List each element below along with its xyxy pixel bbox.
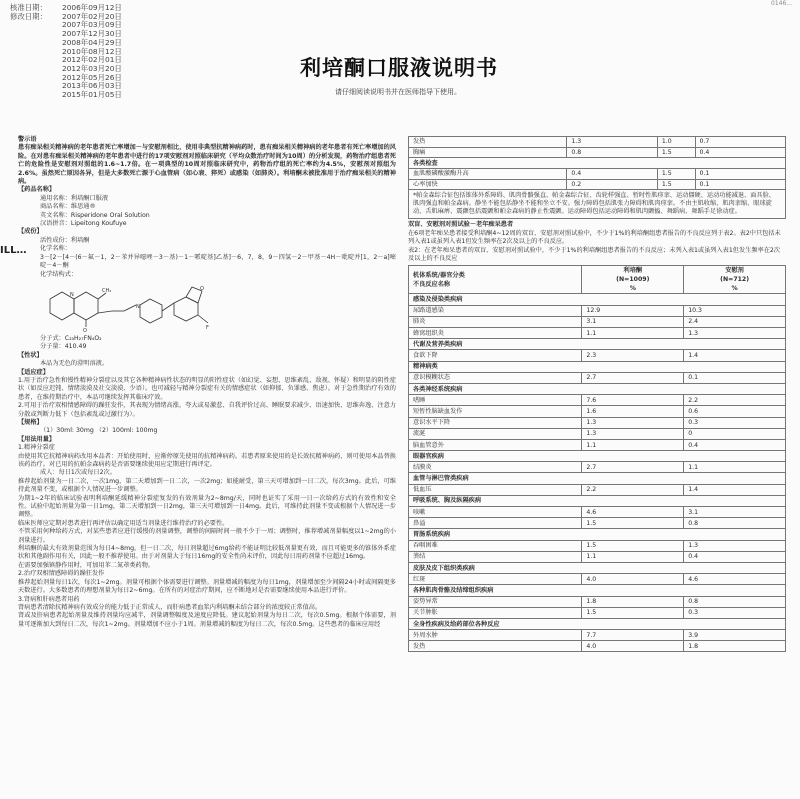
- reaction-name-cell: 蜂窝组织炎: [409, 328, 582, 339]
- left-column: [18, 136, 396, 629]
- reaction-name-cell: 嗜睡: [409, 395, 582, 406]
- reaction-name-cell: 脑血管意外: [409, 439, 582, 450]
- reaction-name-cell: 咳嗽: [409, 507, 582, 518]
- usage-paragraph: 推荐起始剂量每日1次，每次1~2mg。剂量可根据个体需要进行调整。剂量增减的幅度为每日1mg，剂量增加至少间隔24小时或间隔更多天数进行。大多数患者的理想剂量为每日2~6mg。在所有的对症治疗期间，应不断地对是否需要继续使用本品进行评价。: [18, 578, 396, 595]
- table-row: [409, 395, 786, 406]
- table-category-row: [409, 294, 786, 305]
- placebo-value-cell: 4.6: [684, 574, 786, 585]
- placebo-value-cell: 0.3: [684, 607, 786, 618]
- table-category-row: [409, 158, 786, 169]
- placebo-value-cell: 1.4: [684, 484, 786, 495]
- reaction-name-cell: 鼻溢: [409, 518, 582, 529]
- placebo-value-cell: 0: [684, 428, 786, 439]
- revision-date-value: 2007年03月09日: [62, 20, 122, 30]
- elderly-trial-intro: [408, 219, 786, 265]
- page-title: 利培酮口服液说明书: [300, 56, 498, 80]
- reaction-name-cell: 结膜炎: [409, 462, 582, 473]
- drug-value-cell: 1.3: [582, 417, 684, 428]
- value-cell: 1.5: [657, 179, 695, 190]
- category-cell: 精神病类: [409, 361, 786, 372]
- placebo-value-cell: 2.4: [684, 316, 786, 327]
- svg-text:N: N: [136, 303, 140, 310]
- value-cell: 0.2: [567, 179, 657, 190]
- table-row: [409, 596, 786, 607]
- value-cell: 1.0: [657, 137, 695, 148]
- revision-date-label: [10, 21, 62, 30]
- english-name: 英文名称：Risperidone Oral Solution: [40, 211, 150, 219]
- drug-value-cell: 2.3: [582, 350, 684, 361]
- drug-value-cell: 4.0: [582, 574, 684, 585]
- adverse-reactions-table-2: [408, 265, 786, 652]
- reaction-name-cell: 血肌酸磷酸激酶升高: [409, 169, 567, 180]
- table-row: [409, 406, 786, 417]
- header-placebo-unit: %: [731, 285, 738, 293]
- category-cell: 血管与淋巴管类疾病: [409, 473, 786, 484]
- reaction-name-cell: 关节肿胀: [409, 607, 582, 618]
- category-cell: 胃肠系统疾病: [409, 529, 786, 540]
- value-cell: 0.4: [567, 169, 657, 180]
- drug-value-cell: 4.0: [582, 641, 684, 652]
- specs-heading: 【规格】: [18, 418, 43, 426]
- header-placebo: 安慰剂: [725, 267, 744, 275]
- reaction-name-cell: 意识模糊状态: [409, 372, 582, 383]
- usage-subheading-3: 3.肾病和肝病患者用药: [18, 595, 80, 603]
- revision-date-row: [10, 91, 122, 100]
- table-category-row: [409, 618, 786, 629]
- drug-value-cell: 1.8: [582, 596, 684, 607]
- table-row: [409, 179, 786, 190]
- revision-date-label: [10, 39, 62, 48]
- structure-label: 化学结构式：: [40, 270, 78, 278]
- indication-2: 2.可用于治疗双相情感障碍的躁狂发作，其表现为情绪高涨，夸大或易激惹、自我评价过高、睡眠要求减少、语速加快、思维奔逸、注意力分散或判断力低下（包括紊乱或过激行为）。: [18, 402, 396, 418]
- reaction-name-cell: 低血压: [409, 484, 582, 495]
- usage-subheading-1: 1.精神分裂症: [18, 444, 55, 452]
- warning-title: 警示语: [18, 136, 37, 143]
- reaction-name-cell: 心率加快: [409, 179, 567, 190]
- revision-date-label: [10, 48, 62, 57]
- drug-value-cell: 1.5: [582, 540, 684, 551]
- table-row: [409, 428, 786, 439]
- elderly-trial-heading: 双盲、安慰剂对照试验－老年痴呆患者: [408, 221, 514, 229]
- active-ingredient: 活性成份：利培酮: [40, 236, 90, 244]
- drug-value-cell: 1.1: [582, 551, 684, 562]
- table-category-row: [409, 585, 786, 596]
- revision-date-value: 2012年03月20日: [62, 63, 122, 73]
- table-row: [409, 607, 786, 618]
- table-header-cell: [409, 266, 582, 294]
- category-cell: 各类神经系统疾病: [409, 383, 786, 394]
- svg-text:CH₃: CH₃: [102, 287, 112, 294]
- molecular-formula: 分子式：C₂₃H₂₇FN₄O₂: [40, 334, 102, 342]
- drug-value-cell: 1.1: [582, 439, 684, 450]
- table-row: [409, 507, 786, 518]
- placebo-value-cell: 10.3: [684, 305, 786, 316]
- revision-date-value: 2012年05月26日: [62, 72, 122, 82]
- usage-paragraph: 推荐起始剂量为一日二次，一次1mg，第二天增加到一日二次，一次2mg；如能耐受，第三天可增加到一日二次，每次3mg。此后，可维持此剂量不变，或根据个人情况进一步调整。: [18, 477, 396, 494]
- properties-heading: 【性状】: [18, 351, 43, 359]
- placebo-value-cell: 2.2: [684, 395, 786, 406]
- header-reaction-name: 不良反应名称: [413, 280, 451, 288]
- usage-paragraph: 临床医师应定期对患者进行再评估以确定用适当剂量进行维持治疗的必要性。: [18, 519, 229, 527]
- header-placebo-n: (N=712): [720, 276, 750, 284]
- reaction-name-cell: 红斑: [409, 574, 582, 585]
- left-edge-mark: ILL…: [0, 245, 27, 256]
- drug-value-cell: 1.5: [582, 607, 684, 618]
- table-header-cell: [582, 266, 684, 294]
- drug-value-cell: 1.1: [582, 328, 684, 339]
- table-row: [409, 305, 786, 316]
- usage-paragraph: 利培酮的最大有效剂量范围为每日4~8mg，但一日二次，每日剂量超过6mg给药不能证明比较低剂量更有效，而且可能更多的锥体外系症状和其他副作用有关，因此一般不推荐使用。由于对剂量大于每日16mg的安全性尚未评价，因此每日用药剂量不应超过16mg。: [18, 545, 396, 561]
- header-drug-unit: %: [629, 285, 636, 293]
- table-row: [409, 350, 786, 361]
- header-system-class: 机体系统/器官分类: [413, 271, 465, 279]
- svg-text:F: F: [206, 324, 209, 331]
- placebo-value-cell: 1.1: [684, 462, 786, 473]
- placebo-value-cell: 3.9: [684, 630, 786, 641]
- right-column: [408, 136, 786, 652]
- reaction-name-cell: 意识水平下降: [409, 417, 582, 428]
- placebo-value-cell: 0.4: [684, 551, 786, 562]
- usage-paragraph: 由使用其它抗精神病药改用本品者：开始使用时，应渐停原先使用的抗精神病药。若患者原来使用的是长效抗精神病药，则可使用本品替换该药治疗。对已用的抗帕金森病药是否需要继续使用应定期进行再评定。: [18, 452, 396, 468]
- drug-value-cell: 2.7: [582, 372, 684, 383]
- revision-date-value: 2007年12月30日: [62, 29, 122, 39]
- molecular-weight: 分子量：410.49: [40, 343, 87, 351]
- value-cell: 0.7: [695, 137, 786, 148]
- drug-value-cell: 4.6: [582, 507, 684, 518]
- reaction-name-cell: 吞咽困难: [409, 540, 582, 551]
- usage-paragraph: 为期1~2年的临床试验表明利培酮延缓精神分裂症复发的有效剂量为2~8mg/天，同时也证实了采用一日一次给药方式的有效性和安全性。试验中起始剂量为第一日1mg，第二天增加到一日2mg，第三天可增加到一日4mg。此后，可维持此剂量不变或根据个人情况进一步调整。: [18, 494, 396, 519]
- placebo-value-cell: 1.3: [684, 328, 786, 339]
- value-cell: 1.5: [657, 169, 695, 180]
- drug-value-cell: 12.9: [582, 305, 684, 316]
- table-category-row: [409, 361, 786, 372]
- pinyin-name: 汉语拼音：Lipeitong Koufuye: [40, 220, 127, 228]
- placebo-value-cell: 0.4: [684, 439, 786, 450]
- revision-date-value: 2012年02月01日: [62, 55, 122, 65]
- svg-text:O: O: [83, 327, 87, 333]
- placebo-value-cell: 0.3: [684, 417, 786, 428]
- drug-value-cell: 2.7: [582, 462, 684, 473]
- reaction-name-cell: 胸痛: [409, 147, 567, 158]
- table-category-row: [409, 495, 786, 506]
- molecule-drawing: [40, 281, 280, 333]
- usage-heading: 【用法用量】: [18, 435, 56, 443]
- revision-date-label: 核准日期：: [10, 3, 47, 12]
- revision-date-label: [10, 91, 62, 100]
- usage-paragraph: 不管采用何种给药方式，对某些患者应进行缓慢的剂量调整，调整的间隔时间一般不少于一周；调整时，推荐增减剂量幅度以1~2mg的小剂量进行。: [18, 528, 396, 544]
- revision-date-label: [10, 82, 62, 91]
- reaction-name-cell: 肺炎: [409, 316, 582, 327]
- category-cell: 各种肌肉骨骼及结缔组织疾病: [409, 585, 786, 596]
- reaction-name-cell: 发热: [409, 137, 567, 148]
- table-category-row: [409, 383, 786, 394]
- value-cell: 0.4: [695, 147, 786, 158]
- table-row: [409, 169, 786, 180]
- reaction-name-cell: 尿路道感染: [409, 305, 582, 316]
- placebo-value-cell: 0.1: [684, 372, 786, 383]
- adverse-reactions-table-1: [408, 136, 786, 190]
- drug-name-heading: 【药品名称】: [18, 186, 56, 194]
- table-category-row: [409, 451, 786, 462]
- table-row: [409, 439, 786, 450]
- placebo-value-cell: 0.8: [684, 596, 786, 607]
- value-cell: 1.5: [657, 147, 695, 158]
- header-drug-n: (N=1009): [616, 276, 650, 284]
- warning-text: 患有痴呆相关精神病的老年患者死亡率增加－与安慰剂相比，使用非典型抗精神病药时，患有痴呆相关精神病的老年患者有死亡率增加的风险。在对患有痴呆相关精神病的老年患者中进行的17项安慰剂对照临床研究（平均众数治疗时间为10周）的分析发现，药物治疗组患者死亡的危险性是安慰剂对照组的1.6~1.7倍。在一项典型的10周对照临床研究中，药物治疗组的死亡率约为4.5%，安慰剂对照组为2.6%。虽然死亡原因各异，但是大多数死亡源于心血管病（如心衰、猝死）或感染（如肺炎）。利培酮未被批准用于治疗痴呆相关的精神病。: [18, 144, 396, 186]
- generic-name: 通用名称：利培酮口服液: [40, 194, 109, 202]
- table-row: [409, 630, 786, 641]
- chemical-name-label: 化学名称：: [40, 245, 71, 253]
- category-cell: 代谢及营养类疾病: [409, 339, 786, 350]
- table-header-row: [409, 266, 786, 294]
- reaction-name-cell: 发热: [409, 641, 582, 652]
- svg-text:N: N: [70, 291, 74, 298]
- drug-value-cell: 3.1: [582, 316, 684, 327]
- placebo-value-cell: 1.3: [684, 540, 786, 551]
- reaction-name-cell: 外周水肿: [409, 630, 582, 641]
- reaction-name-cell: 流涎: [409, 428, 582, 439]
- table-row: [409, 316, 786, 327]
- usage-paragraph: 在需要加强镇静作用时，可加用苯二氮䓬类药物。: [18, 561, 155, 569]
- table-row: [409, 518, 786, 529]
- placebo-value-cell: 0.6: [684, 406, 786, 417]
- properties-text: 本品为无色的澄明溶液。: [40, 360, 109, 368]
- trade-name: 商品名称：维思通®: [40, 203, 96, 211]
- category-cell: 各类检查: [409, 158, 786, 169]
- table-row: [409, 462, 786, 473]
- page-subtitle: 请仔细阅读说明书并在医师指导下使用。: [335, 88, 461, 96]
- drug-value-cell: 1.5: [582, 518, 684, 529]
- placebo-value-cell: 1.8: [684, 641, 786, 652]
- category-cell: 皮肤及皮下组织类疾病: [409, 562, 786, 573]
- reaction-name-cell: 姿势异常: [409, 596, 582, 607]
- usage-paragraph: 成人：每日1次或每日2次。: [40, 469, 116, 477]
- revision-dates: [10, 4, 122, 100]
- table-row: [409, 641, 786, 652]
- usage-paragraph: 肾病患者清除抗精神病有效成分的能力低于正常成人，而肝病患者血浆内利培酮未结合部分的浓度较正常值高。: [18, 603, 322, 611]
- table-category-row: [409, 339, 786, 350]
- chemical-structure-diagram: [40, 281, 396, 333]
- category-cell: 呼吸系统、胸及纵隔疾病: [409, 495, 786, 506]
- revision-date-value: 2015年01月05日: [62, 90, 122, 100]
- specs-text: （1）30ml: 30mg （2）100ml: 100mg: [40, 427, 158, 435]
- svg-text:O: O: [200, 285, 204, 292]
- value-cell: 0.1: [695, 179, 786, 190]
- indications-heading: 【适应症】: [18, 368, 49, 376]
- table-row: [409, 137, 786, 148]
- table-category-row: [409, 473, 786, 484]
- usage-paragraph: 肾或及肝病患者起始剂量及维持剂量均应减半，剂量调整幅度及速度应降低。建议起始剂量为每日二次，每次0.5mg。根据个体需要，剂量可逐渐加大到每日二次，每次1~2mg。剂量增加不应小于1周。剂量增减的幅度为每日二次，每次0.5mg。这些患者的临床应用经: [18, 612, 396, 628]
- revision-date-value: 2010年08月12日: [62, 46, 122, 56]
- value-cell: 0.8: [567, 147, 657, 158]
- revision-date-value: 2013年06月03日: [62, 81, 122, 91]
- drug-value-cell: 1.3: [582, 428, 684, 439]
- table-row: [409, 540, 786, 551]
- table-row: [409, 551, 786, 562]
- reaction-name-cell: 短暂性脑缺血发作: [409, 406, 582, 417]
- placebo-value-cell: 3.1: [684, 507, 786, 518]
- drug-value-cell: 7.7: [582, 630, 684, 641]
- table-row: [409, 574, 786, 585]
- header-drug: 利培酮: [623, 267, 643, 275]
- usage-subheading-2: 2.治疗双相情感障碍的躁狂发作: [18, 570, 105, 578]
- table-row: [409, 372, 786, 383]
- revision-date-label: [10, 65, 62, 74]
- revision-date-label: [10, 74, 62, 83]
- table-header-cell: [684, 266, 786, 294]
- top-code: 0146...: [771, 0, 792, 7]
- revision-date-value: 2006年09月12日: [62, 3, 122, 12]
- drug-value-cell: 2.2: [582, 484, 684, 495]
- indication-1: 1.用于治疗急性和慢性精神分裂症以及其它各种精神病性状态的明显的阳性症状（如幻觉、妄想、思维紊乱、敌视、怀疑）和明显的阴性症状（如反应迟钝、情绪淡漠及社交淡漠、少语）。也可减轻与精神分裂症有关的情感症状（如抑郁、负罪感、焦虑）。对于急性期治疗有效的患者，在维持期治疗中，本品可继续发挥其临床疗效。: [18, 376, 396, 401]
- reaction-name-cell: 食欲下降: [409, 350, 582, 361]
- table-row: [409, 484, 786, 495]
- reaction-name-cell: 粪结: [409, 551, 582, 562]
- table-row: [409, 328, 786, 339]
- elderly-trial-paragraph: 在6项老年痴呆患者接受利培酮4~12周的双盲、安慰剂对照试验中，不少于1%的利培酮组患者报告的不良反应列于表2。表2中只包括未列入表1或虽列入表1但发生频率在2次及以上的不良反应。: [408, 229, 781, 246]
- table-row: [409, 147, 786, 158]
- placebo-value-cell: 0.8: [684, 518, 786, 529]
- category-cell: 全身性疾病及给药部位各种反应: [409, 618, 786, 629]
- composition-heading: 【成份】: [18, 228, 43, 236]
- category-cell: 眼器官疾病: [409, 451, 786, 462]
- value-cell: 1.3: [567, 137, 657, 148]
- drug-value-cell: 7.6: [582, 395, 684, 406]
- table-1-footnote: *帕金森综合征包括锥体外系障碍、肌肉骨骼强直、帕金森综合征、齿轮样强直、暂时性肌痉挛、运动僵硬、运动功能减退、面具脸、肌肉强直和帕金森病。静坐不能包括静坐不能和坐立不安。强力障碍包括肌张力障碍和肌肉痉挛。不由主肌收缩、肌肉挛缩、眼球旋动、舌肌麻痹、震颤包括震颤和帕金森病的静止性震颤。运动障碍包括运动障碍和肌肉颤搐、舞蹈病、舞蹈手足徐动症。: [408, 190, 786, 219]
- category-cell: 感染及侵染类疾病: [409, 294, 786, 305]
- drug-value-cell: 1.6: [582, 406, 684, 417]
- revision-date-label: 修改日期：: [10, 11, 47, 21]
- table-category-row: [409, 529, 786, 540]
- table-2-caption: 表2：在老年痴呆患者的双盲、安慰剂对照试验中，不少于1%的利培酮组患者报告的不良反应；未列入表1或虽列入表1但发生频率在2次及以上的不良反应: [408, 246, 781, 263]
- table-category-row: [409, 562, 786, 573]
- revision-date-value: 2008年04月29日: [62, 37, 122, 47]
- placebo-value-cell: 1.4: [684, 350, 786, 361]
- revision-date-value: 2007年02月20日: [62, 11, 122, 21]
- value-cell: 0.1: [695, 169, 786, 180]
- chemical-name: 3－[2－[4－(6－氟－1，2－苯并异噁唑－3－基)－1－哌啶基]乙基]－6，7，8，9－四氢－2－甲基－4H－吡啶并[1，2－a]嘧啶－4－酮: [40, 253, 396, 270]
- revision-date-label: [10, 56, 62, 65]
- table-row: [409, 417, 786, 428]
- revision-date-label: [10, 30, 62, 39]
